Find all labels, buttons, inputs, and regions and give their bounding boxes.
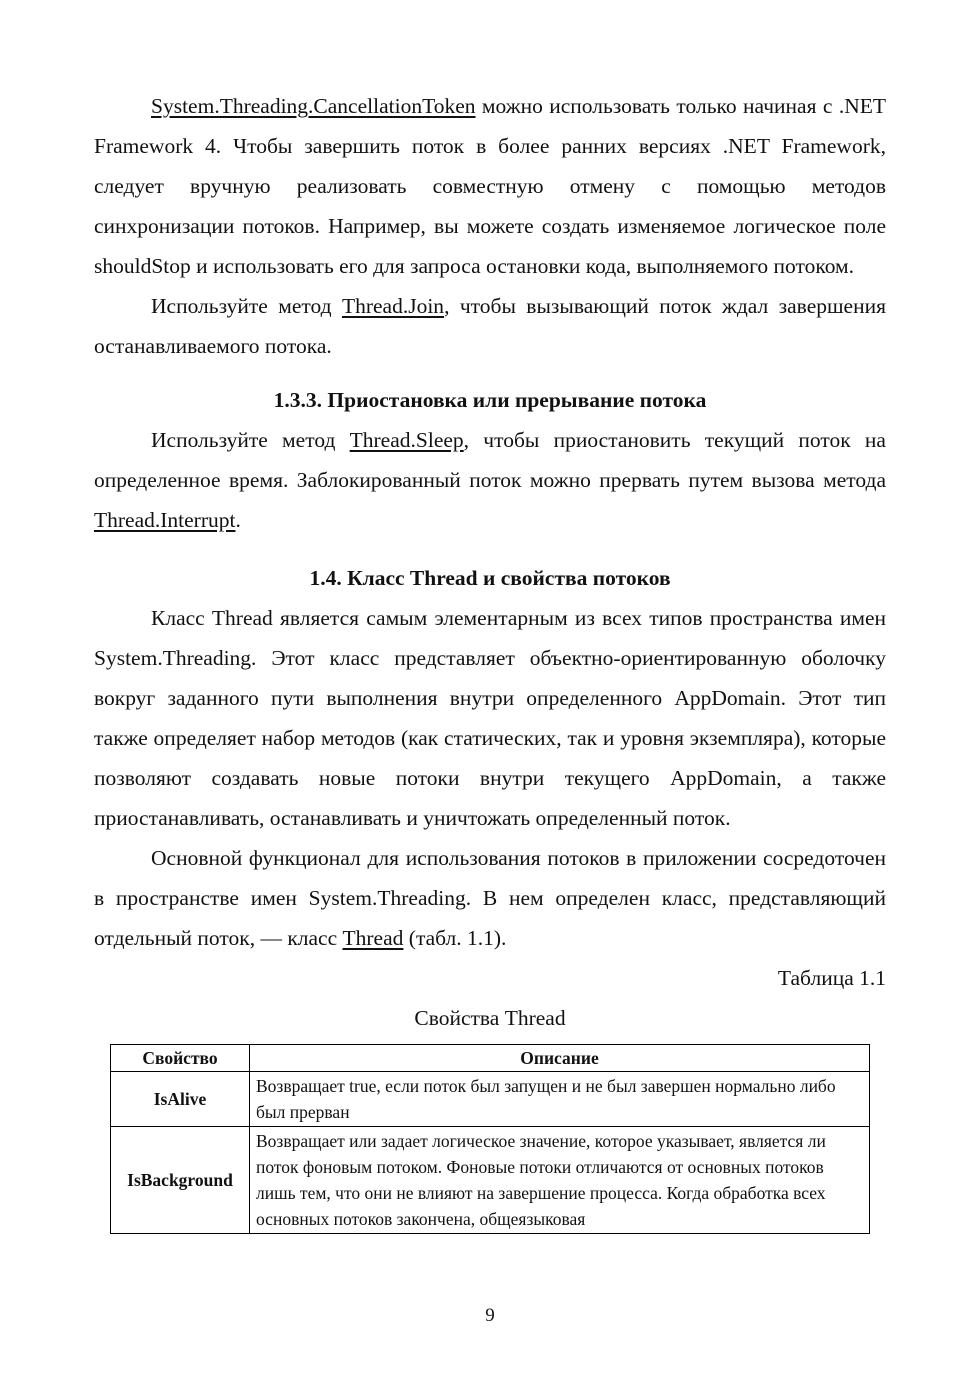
paragraph-thread-class: Класс Thread является самым элементарным из всех типов пространства имен System.Threading. Этот класс представляет объектно-ориентированную оболочку вокруг заданного пути выполнения внутри определенного AppDomain. Этот тип также определяет набор методов (как статических, так и уровня экземпляра), которые позволяют создавать новые потоки внутри текущего AppDomain, а также приостанавливать, останавливать и уничтожать определенный поток.	[94, 606, 886, 830]
paragraph-text: можно использовать только начиная с .NET Framework 4. Чтобы завершить поток в более ранних версиях .NET Framework, следует вручную реализовать совместную отмену с помощью методов синхронизации потоков. Например, вы можете создать изменяемое логическое поле shouldStop и использовать его для запроса остановки кода, выполняемого потоком.	[94, 94, 886, 278]
paragraph-text: , чтобы вызывающий поток ждал завершения останавливаемого потока.	[94, 294, 886, 358]
link-thread[interactable]: Thread	[342, 926, 404, 950]
paragraph-text: Основной функционал для использования потоков в приложении сосредоточен в пространстве имен System.Threading. В нем определен класс, представляющий отдельный поток, — класс	[94, 846, 886, 950]
link-cancellation-token[interactable]: System.Threading.CancellationToken	[151, 94, 476, 118]
property-name: IsAlive	[111, 1072, 250, 1127]
paragraph-text: .	[235, 508, 241, 532]
paragraph-thread-join	[94, 286, 886, 366]
section-heading: 1.4. Класс Thread и свойства потоков	[309, 566, 671, 590]
paragraph-threading-namespace	[94, 838, 886, 958]
paragraph-text: Используйте метод	[151, 294, 342, 318]
paragraph-thread-sleep	[94, 420, 886, 540]
thread-properties-table	[110, 1044, 870, 1234]
table-label: Таблица 1.1	[777, 966, 886, 990]
link-thread-sleep[interactable]: Thread.Sleep	[349, 428, 464, 452]
paragraph-cancellation-token	[94, 86, 886, 286]
paragraph-text: (табл. 1.1).	[403, 926, 507, 950]
property-description: Возвращает или задает логическое значение, которое указывает, является ли поток фоновым потоком. Фоновые потоки отличаются от основных потоков лишь тем, что они не влияют на завершение процесса. Когда обработка всех основных потоков закончена, общеязыковая	[250, 1127, 870, 1234]
table-row	[111, 1127, 870, 1234]
table-row	[111, 1072, 870, 1127]
table-header-row	[111, 1045, 870, 1072]
subsection-heading: 1.3.3. Приостановка или прерывание потока	[273, 388, 707, 412]
column-header-property: Свойство	[111, 1045, 250, 1072]
document-page	[94, 86, 886, 1234]
table-title: Свойства Thread	[414, 1006, 566, 1030]
page-number: 9	[485, 1305, 495, 1326]
property-name: IsBackground	[111, 1127, 250, 1234]
link-thread-join[interactable]: Thread.Join	[341, 294, 445, 318]
paragraph-text: , чтобы приостановить текущий поток на определенное время. Заблокированный поток можно прервать путем вызова метода	[94, 428, 886, 492]
property-description: Возвращает true, если поток был запущен и не был завершен нормально либо был прерван	[250, 1072, 870, 1127]
column-header-description: Описание	[250, 1045, 870, 1072]
paragraph-text: Используйте метод	[151, 428, 350, 452]
link-thread-interrupt[interactable]: Thread.Interrupt	[94, 508, 236, 532]
